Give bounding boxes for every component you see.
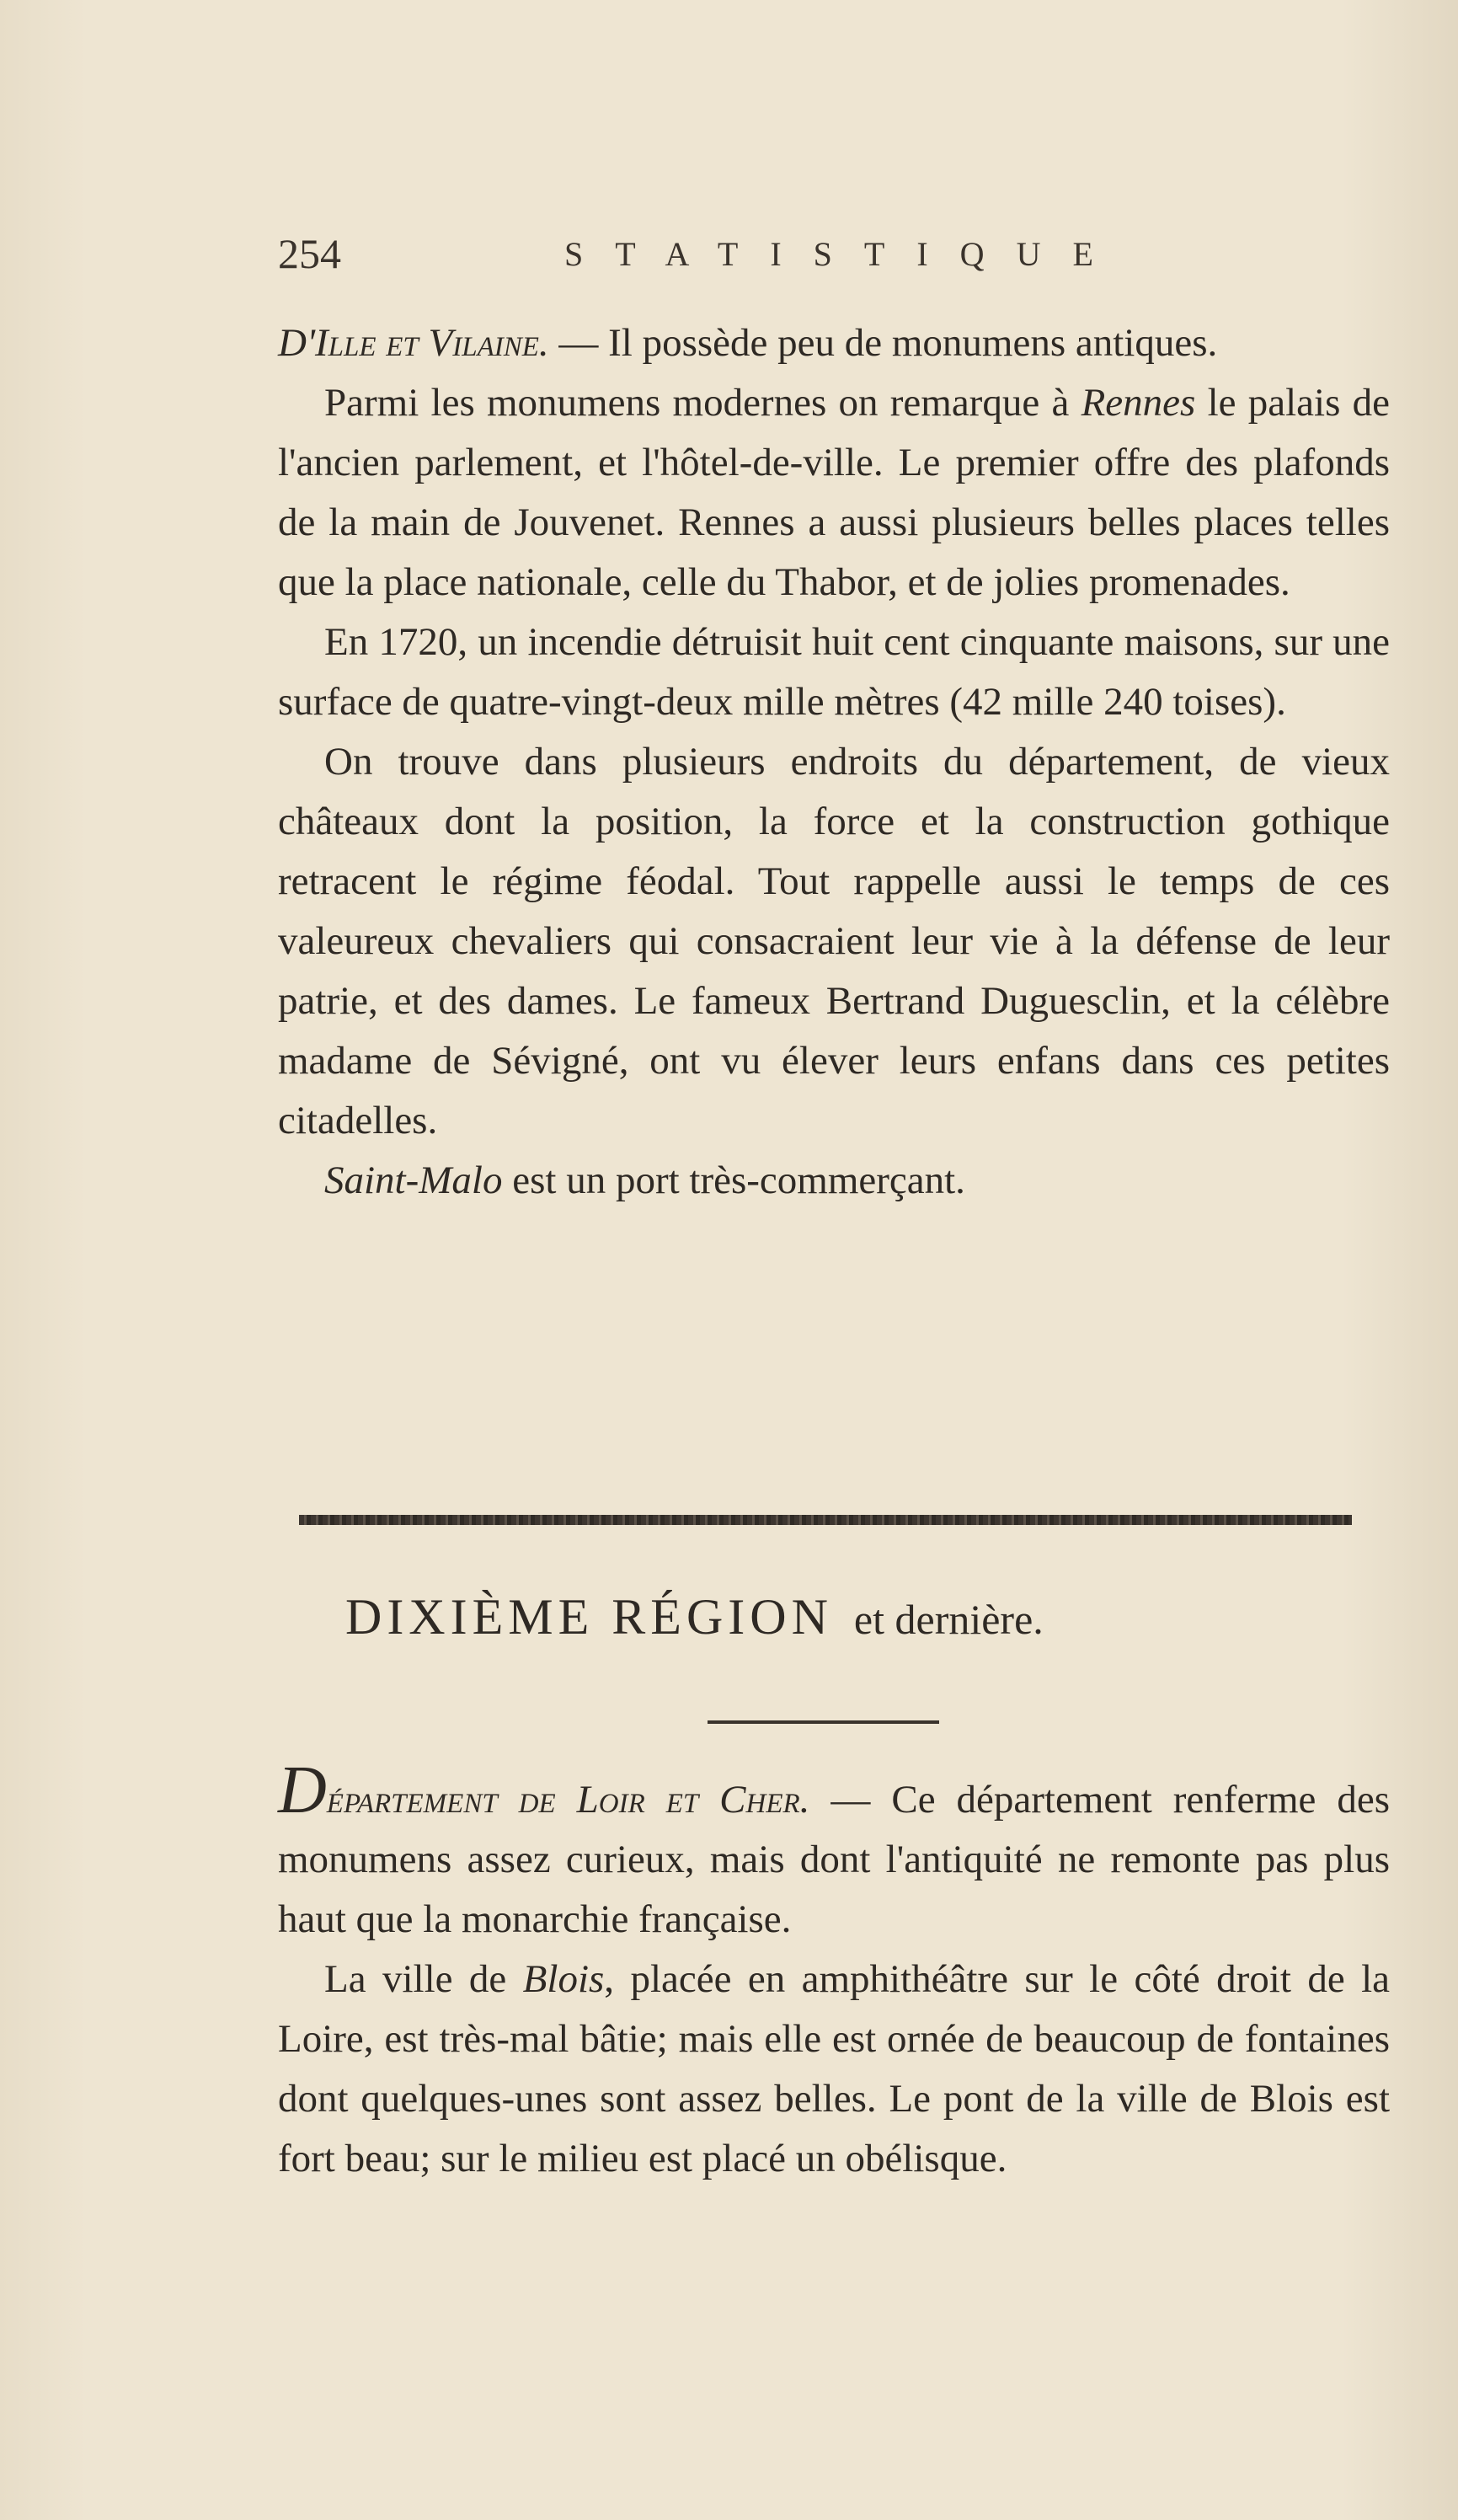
- place-name-saint-malo: Saint-Malo: [324, 1158, 503, 1202]
- section-ille-et-vilaine: [278, 313, 1390, 1211]
- department-name: épartement de Loir et Cher.: [326, 1778, 810, 1822]
- paragraph-incendie: En 1720, un incendie détruisit huit cent cinquante maisons, sur une surface de quatre-vingt-deux mille mètres (42 mille 240 toises).: [278, 620, 1390, 724]
- paragraph-text: — Il possède peu de monumens antiques.: [548, 321, 1218, 365]
- place-name-blois: Blois: [522, 1957, 605, 2001]
- running-head: [278, 229, 1125, 288]
- paragraph-saint-malo: [278, 1151, 1390, 1211]
- paragraph-text: le palais de l'ancien parlement, et l'hôtel-de-ville. Le premier offre des plafonds de la main de Jouvenet. Rennes a aussi plusieurs belles places telles que la place nationale, celle du Thabor, et de jolies promenades.: [278, 381, 1390, 604]
- paragraph-monuments-antiques: [278, 313, 1390, 373]
- department-name: D'Ille et Vilaine.: [278, 321, 549, 365]
- paragraph-text: La ville de: [324, 1957, 523, 2001]
- region-title: DIXIÈME RÉGION: [345, 1589, 833, 1645]
- paragraph-blois: [278, 1950, 1390, 2189]
- paragraph-loir-et-cher: [278, 1753, 1390, 1950]
- section-loir-et-cher: [278, 1753, 1390, 2189]
- heading-underline-rule: [708, 1720, 939, 1724]
- place-name-rennes: Rennes: [1081, 381, 1196, 425]
- region-heading: [345, 1588, 1044, 1646]
- paragraph-text: , placée en amphithéâtre sur le côté droit de la Loire, est très-mal bâtie; mais elle est ornée de beaucoup de fontaines dont quelques-unes sont assez belles. Le pont de la ville de Blois est fort beau; sur le milieu est placé un obélisque.: [278, 1957, 1390, 2180]
- drop-cap: D: [278, 1753, 327, 1827]
- paragraph-monuments-modernes: [278, 373, 1390, 613]
- running-title: STATISTIQUE: [564, 235, 1125, 273]
- region-subtitle: et dernière.: [853, 1596, 1044, 1643]
- page-number: 254: [278, 230, 341, 277]
- paragraph-chateaux: On trouve dans plusieurs endroits du département, de vieux châteaux dont la position, la force et la construction gothique retracent le régime féodal. Tout rappelle aussi le temps de ces valeureux chevaliers qui consacraient leur vie à la défense de leur patrie, et des dames. Le fameux Bertrand Duguesclin, et la célèbre madame de Sévigné, ont vu élever leurs enfans dans ces petites citadelles.: [278, 740, 1390, 1142]
- paragraph-text: est un port très-commerçant.: [502, 1158, 965, 1202]
- section-divider-rule: [299, 1515, 1352, 1525]
- paragraph-text: Parmi les monumens modernes on remarque à: [324, 381, 1081, 425]
- paragraph-text: — Ce département renferme des monumens assez curieux, mais dont l'antiquité ne remonte pas plus haut que la monarchie française.: [278, 1778, 1390, 1941]
